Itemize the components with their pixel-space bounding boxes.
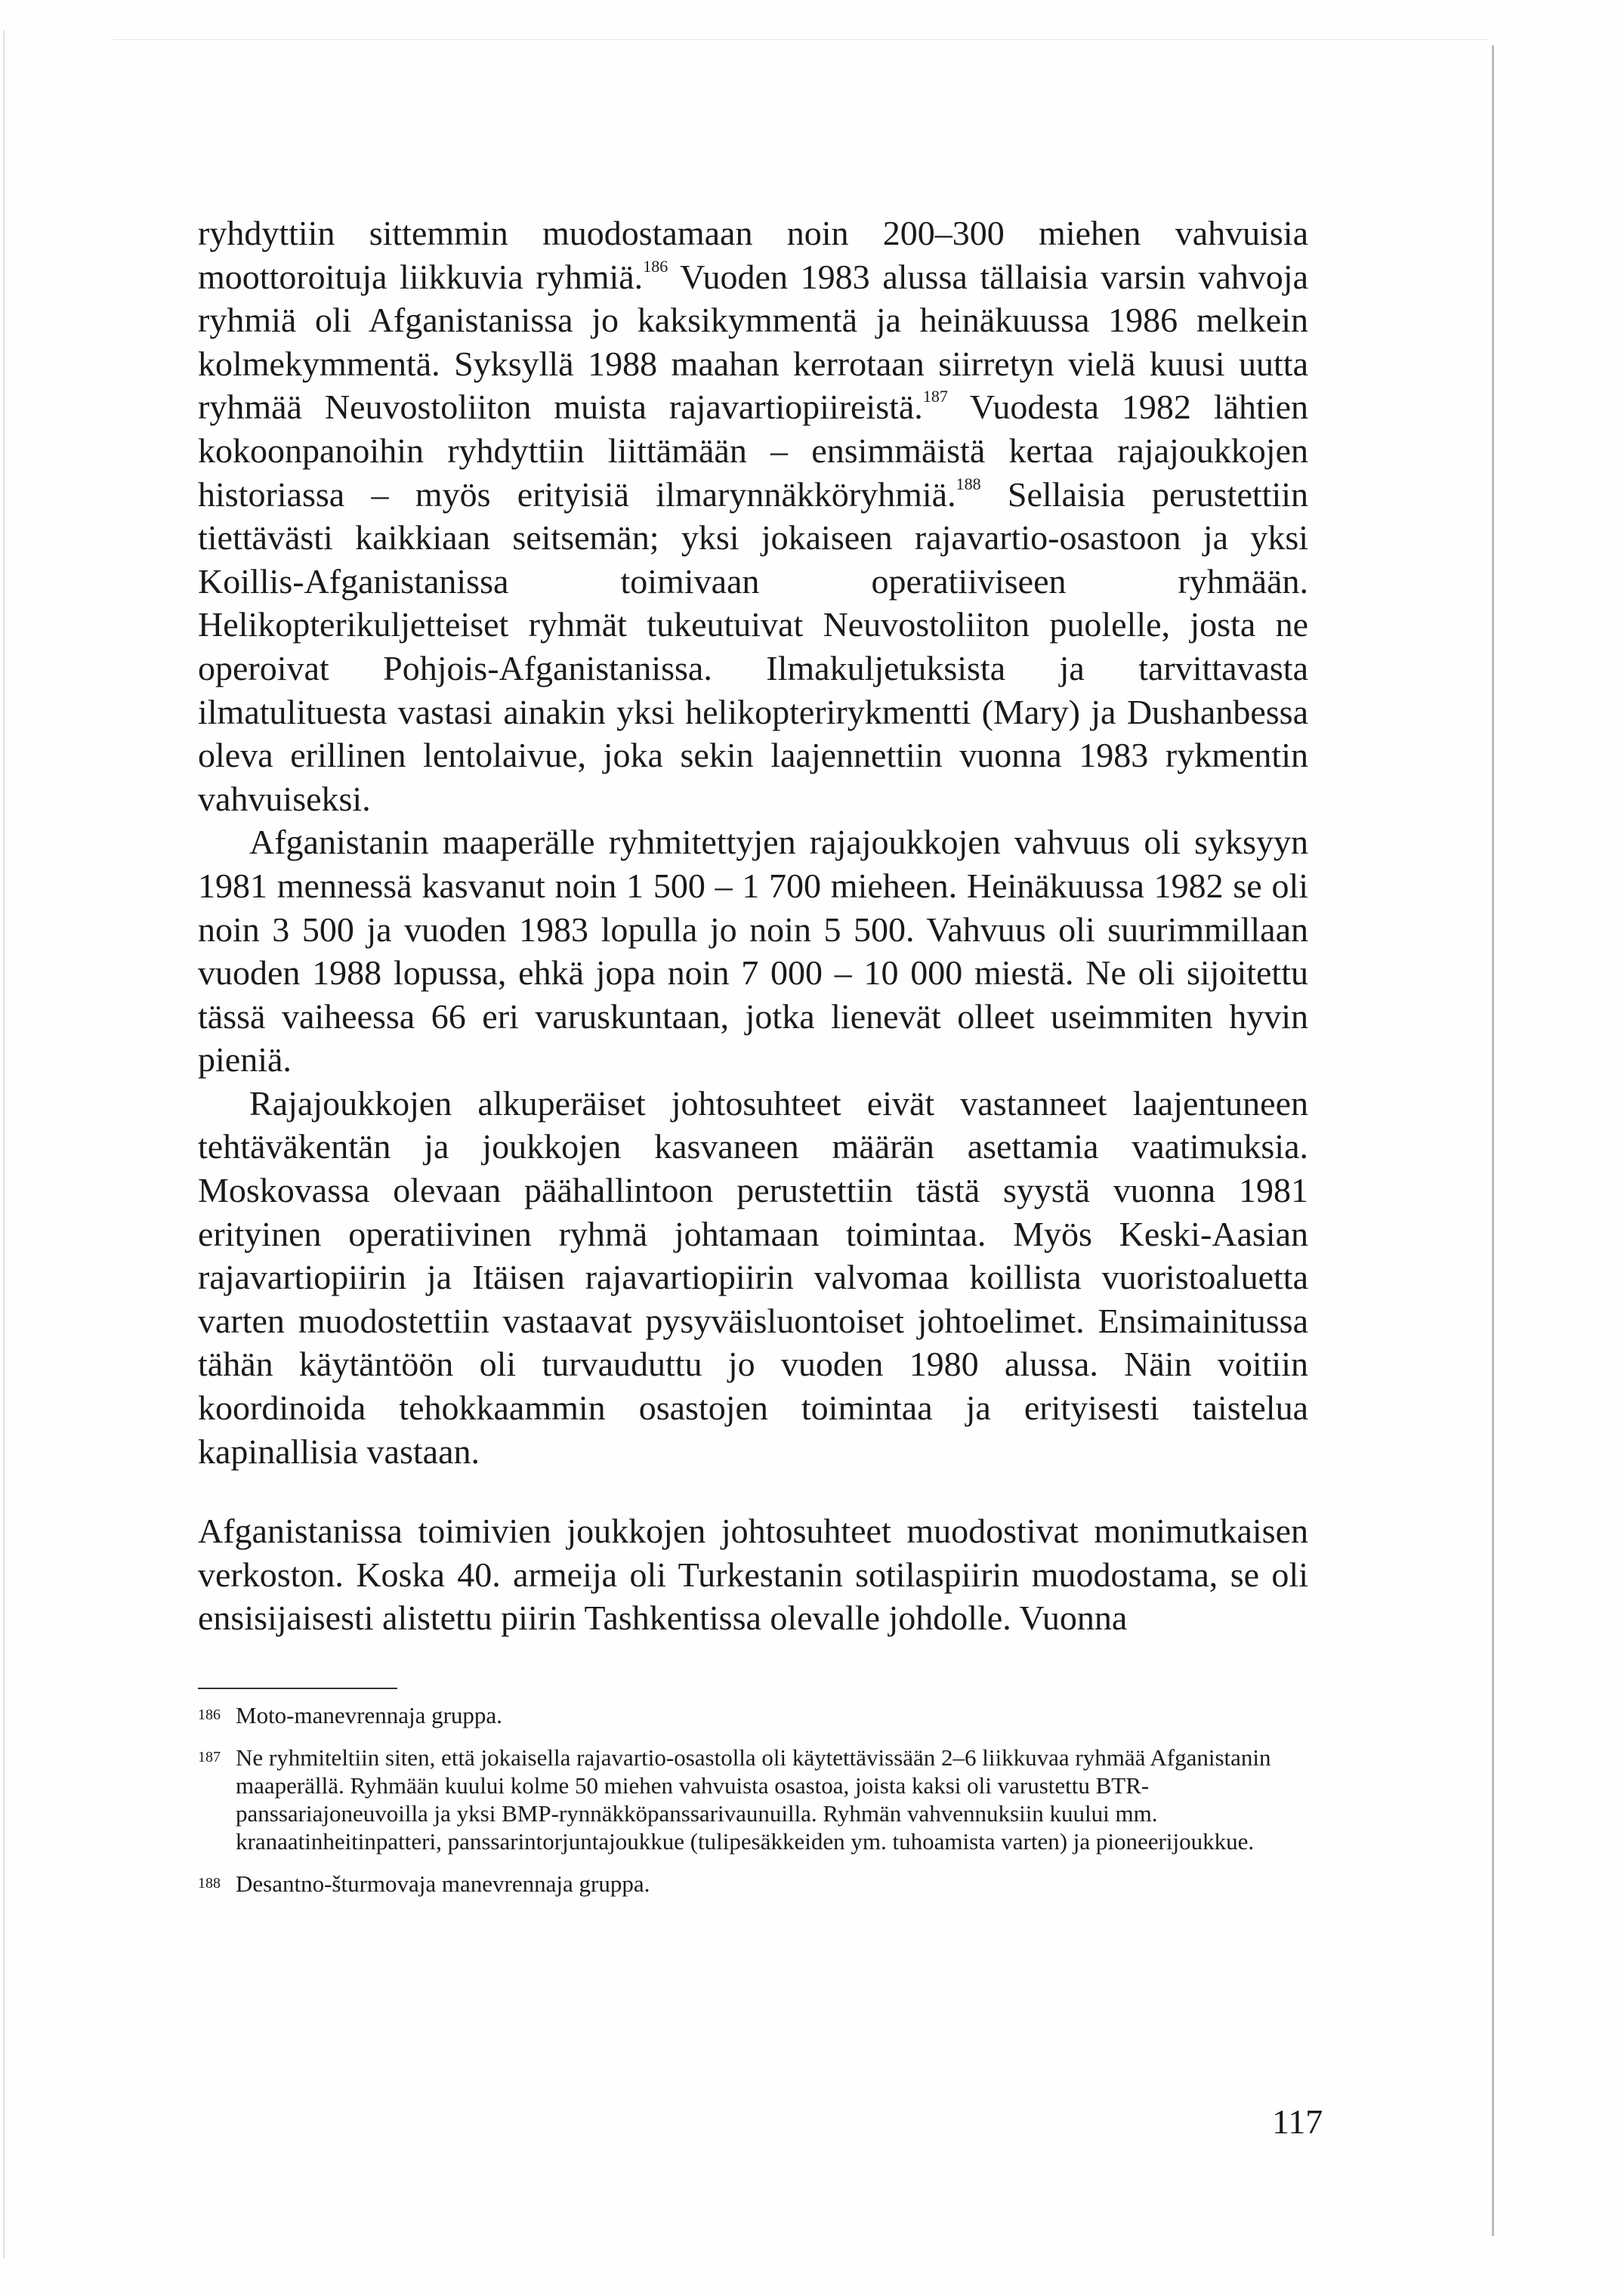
footnote-187 <box>198 1744 1308 1855</box>
footnote-separator <box>198 1688 397 1689</box>
footnote-reference: 186 <box>643 256 668 276</box>
scan-edge-right <box>1492 45 1494 2236</box>
footnote-number: 187 <box>198 1749 221 1765</box>
paragraph: Afganistanin maaperälle ryhmitettyjen rajajoukkojen vahvuus oli syksyyn 1981 mennessä kasvanut noin 1 500 – 1 700 mieheen. Heinäkuussa 1982 se oli noin 3 500 ja vuoden 1983 lopulla jo noin 5 500. Vahvuus oli suurimmillaan vuoden 1988 lopussa, ehkä jopa noin 7 000 – 10 000 miestä. Ne oli sijoitettu tässä vaiheessa 66 eri varuskuntaan, jotka lienevät olleet useimmiten hyvin pieniä. <box>198 823 1308 1080</box>
footnote-186 <box>198 1701 1308 1729</box>
footnote-text: Ne ryhmiteltiin siten, että jokaisella rajavartio-osastolla oli käytettävissään 2–6 liikkuvaa ryhmää Afganistanin maaperällä. Ryhmään kuului kolme 50 miehen vahvuista osastoa, joista kaksi oli varustettu BTR- panssariajoneuvoilla ja yksi BMP-rynnäkköpanssarivaunuilla. Ryhmän vahvennuksiin kuului mm. kranaatinheitinpatteri, panssarintorjuntajoukkue (tulipesäkkeiden ym. tuhoamista varten) ja pioneerijoukkue. <box>236 1744 1271 1855</box>
scan-edge-left <box>3 30 5 2259</box>
scan-edge-top <box>113 39 1488 40</box>
footnote-number: 186 <box>198 1707 221 1723</box>
paragraph: ryhdyttiin sittemmin muodostamaan noin 200–300 miehen vahvuisia moottoroituja liikkuvia ryhmiä.$^{186}$ Vuoden 1983 alussa tällaisia varsin vahvoja ryhmiä oli Afganistanissa jo kaksikymmentä ja heinäkuussa 1986 melkein kolmekymmentä. Syksyllä 1988 maahan kerrotaan siirretyn vielä kuusi uutta ryhmää Neuvostoliiton muista rajavartiopiireistä.$^{187}$ Vuodesta 1982 lähtien kokoonpanoihin ryhdyttiin liittämään – ensimmäistä kertaa rajajoukkojen historiassa – myös erityisiä ilmarynnäkköryhmiä.$^{188}$ Sellaisia perustettiin tiettävästi kaikkiaan seitsemän; yksi jokaiseen rajavartio-osastoon ja yksi Koillis-Afganistanissa toimivaan operatiiviseen ryhmään. Helikopterikuljetteiset ryhmät tukeutuivat Neuvostoliiton puolelle, josta ne operoivat Pohjois-Afganistanissa. Ilmakuljetuksista ja tarvittavasta ilmatulituesta vastasi ainakin yksi helikopterirykmentti (Mary) ja Dushanbessa oleva erillinen lentolaivue, joka sekin laajennettiin vuonna 1983 rykmentin vahvuiseksi. <box>198 214 1309 818</box>
paragraph: Afganistanissa toimivien joukkojen johtosuhteet muodostivat monimutkaisen verkoston. Koska 40. armeija oli Turkestanin sotilaspiirin muodostama, se oli ensisijaisesti alistettu piirin Tashkentissa olevalle johdolle. Vuonna <box>198 1512 1308 1638</box>
footnote-188 <box>198 1870 1308 1898</box>
body-text-bottom <box>198 1509 1308 1640</box>
footnote-reference: 187 <box>922 387 948 406</box>
footnote-number: 188 <box>198 1875 221 1892</box>
footnote-text: Moto-manevrennaja gruppa. <box>236 1702 502 1728</box>
paragraph: Rajajoukkojen alkuperäiset johtosuhteet eivät vastanneet laajentuneen tehtäväkentän ja joukkojen kasvaneen määrän asettamia vaatimuksia. Moskovassa olevaan päähallintoon perustettiin tästä syystä vuonna 1981 erityinen operatiivinen ryhmä johtamaan toimintaa. Myös Keski-Aasian rajavartiopiirin ja Itäisen rajavartiopiirin valvomaa koillista vuoristoaluetta varten muodostettiin vastaavat pysyväisluontoiset johtoelimet. Ensimainitussa tähän käytäntöön oli turvauduttu jo vuoden 1980 alussa. Näin voitiin koordinoida tehokkaammin osastojen toimintaa ja erityisesti taistelua kapinallisia vastaan. <box>198 1083 1308 1471</box>
footnote-reference: 188 <box>956 474 981 493</box>
footnote-text: Desantno-šturmovaja manevrennaja gruppa. <box>236 1870 650 1897</box>
body-text-top <box>198 212 1308 1473</box>
footnotes <box>198 1701 1308 1912</box>
page-number: 117 <box>1272 2102 1323 2141</box>
